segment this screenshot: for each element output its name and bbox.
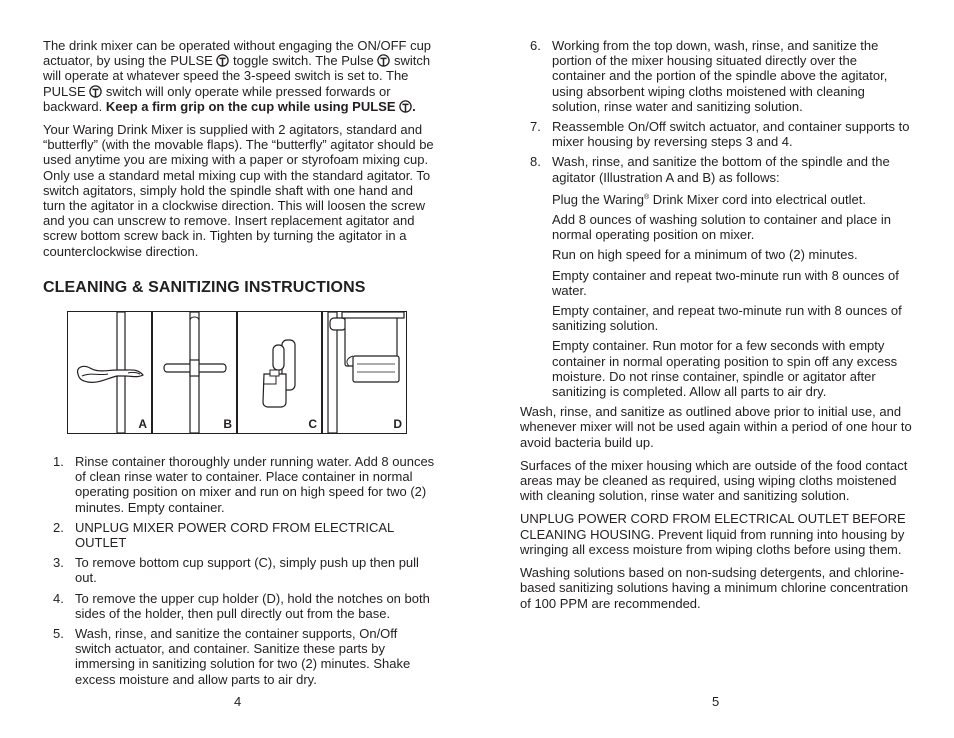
left-page [43, 38, 435, 295]
list-item: 4. To remove the upper cup holder (D), hold the notches on both sides of the holder, then pull directly out from the base. [53, 590, 430, 621]
pulse-intro-paragraph: The drink mixer can be operated without engaging the ON/OFF cup actuator, by using the PULSE toggle switch. The Pulse switch will operate at whatever speed the 3-speed switch is set to. The PULSE switch will only operate while pressed forwards or backward. Keep a firm grip on the cup while using PULSE . [43, 38, 432, 114]
paragraph-solutions: Washing solutions based on non-sudsing detergents, and chlorine-based sanitizing solutions having a minimum chlorine concentration of 100 PPM are recommended. [520, 565, 909, 611]
pulse-icon [377, 54, 390, 67]
list-item: 7. Reassemble On/Off switch actuator, and container supports to mixer housing by reversing steps 3 and 4. [530, 119, 910, 150]
paragraph-housing: Surfaces of the mixer housing which are outside of the food contact areas may be cleaned as required, using wiping cloths moistened with cleaning solution, rinse water and sanitizing solution. [520, 457, 908, 504]
substeps [520, 190, 913, 399]
list-item: 2. UNPLUG MIXER POWER CORD FROM ELECTRICAL OUTLET [53, 519, 394, 551]
agitators-paragraph: Your Waring Drink Mixer is supplied with 2 agitators, standard and “butterfly” (with the movable flaps). The “butterfly” agitator should be used anytime you are mixing with a paper or styrofoam mixing cup. Only use a standard metal mixing cup with the standard agitator. To switch agitators, simply hold the spindle shaft with one hand and turn the agitator in a clockwise direction. This will loosen the screw and you can unscrew to remove. Insert replacement agitator and screw bottom screw back in. Tighten by turning the agitator in a counterclockwise direction. [43, 122, 434, 259]
illustration-d [322, 311, 407, 434]
illustration-b [152, 311, 237, 434]
list-item: 5. Wash, rinse, and sanitize the container supports, On/Off switch actuator, and container. Sanitize these parts by immersing in sanitizing solution for two (2) minutes. Shake excess moisture and allow parts to air dry. [53, 626, 411, 687]
left-steps [43, 454, 435, 692]
substep: Plug the Waring® Drink Mixer cord into electrical outlet. [552, 191, 866, 207]
illustration-label-b: B [223, 417, 232, 431]
substep: Run on high speed for a minimum of two (2) minutes. [552, 247, 858, 263]
substep: Add 8 ounces of washing solution to container and place in normal operating position on mixer. [552, 212, 891, 243]
substep: Empty container. Run motor for a few seconds with empty container in normal operating position to spin off any excess moisture. Do not rinse container, spindle or agitator after sanitizing is completed. Allow all parts to air dry. [552, 338, 898, 400]
substep: Empty container, and repeat two-minute run with 8 ounces of sanitizing solution. [552, 303, 902, 334]
illustration-c [237, 311, 322, 434]
standard-agitator-drawing [153, 312, 236, 433]
steps-list-right [520, 38, 913, 185]
list-item: 6. Working from the top down, wash, rinse, and sanitize the portion of the mixer housing situated directly over the container and the portion of the spindle above the agitator, using absorbent wiping cloths moistened with cleaning solution, rinse water and sanitizing solution. [530, 38, 888, 114]
list-item: 8. Wash, rinse, and sanitize the bottom of the spindle and the agitator (Illustration A and B) as follows: [530, 154, 890, 185]
paragraph-initial-use: Wash, rinse, and sanitize as outlined above prior to initial use, and whenever mixer will not be used again within a period of one hour to avoid bacteria build up. [520, 404, 912, 450]
steps-list-left [43, 454, 435, 687]
illustration-a [67, 311, 152, 434]
paragraph-unplug: UNPLUG POWER CORD FROM ELECTRICAL OUTLET BEFORE CLEANING HOUSING. Prevent liquid from running into housing by wringing all excess moisture from wiping cloths before using them. [520, 511, 906, 557]
illustration-label-a: A [138, 417, 147, 431]
page-number-right: 5 [712, 694, 720, 709]
list-item: 3. To remove bottom cup support (C), simply push up then pull out. [53, 555, 419, 586]
cup-support-drawing [238, 312, 321, 433]
illustration-label-c: C [308, 417, 317, 431]
illustration-label-d: D [393, 417, 402, 431]
page-number-left: 4 [234, 694, 242, 709]
butterfly-agitator-drawing [68, 312, 151, 433]
pulse-icon [89, 85, 102, 98]
cup-holder-drawing [323, 312, 406, 433]
pulse-warning: Keep a firm grip on the cup while using PULSE [105, 98, 400, 114]
pulse-icon [216, 54, 229, 67]
section-heading: CLEANING & SANITIZING INSTRUCTIONS [43, 278, 366, 296]
illustrations [67, 311, 408, 434]
substep: Empty container and repeat two-minute run with 8 ounces of water. [552, 267, 899, 298]
pulse-icon [399, 100, 412, 113]
right-page [520, 38, 913, 619]
list-item: 1. Rinse container thoroughly under running water. Add 8 ounces of clean rinse water to container. Place container in normal operating position on mixer and run on high speed for two (2) minutes. Empty container. [53, 454, 435, 515]
